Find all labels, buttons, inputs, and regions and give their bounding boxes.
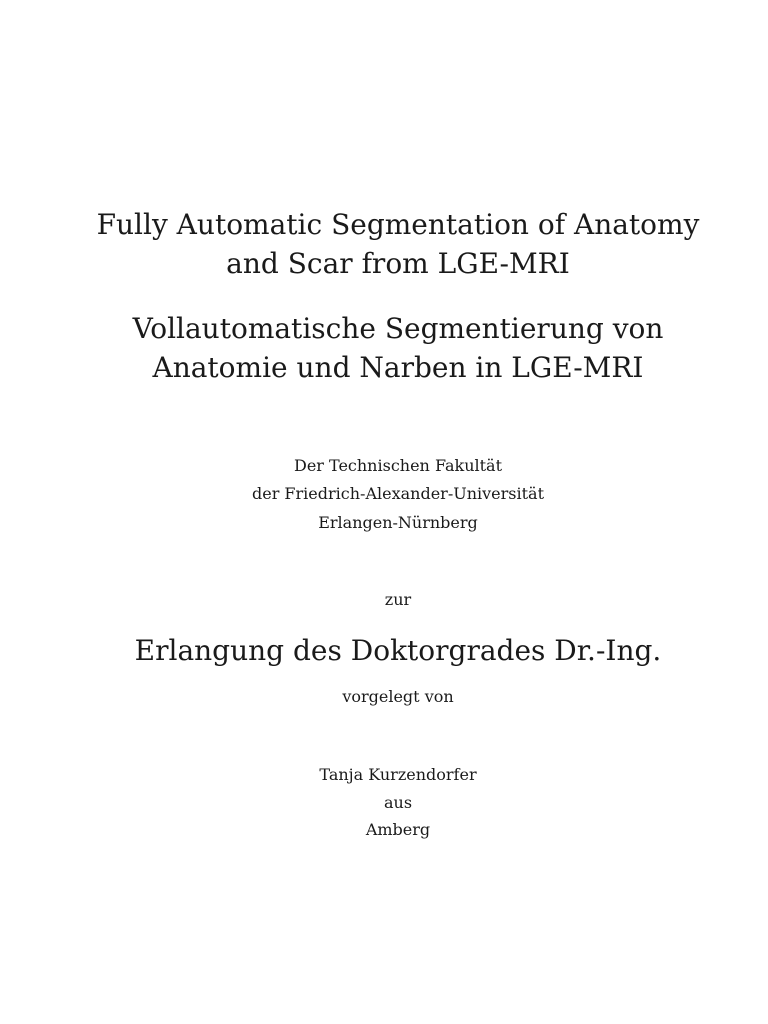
zur-text: zur — [384, 590, 412, 609]
faculty-line-2: der Friedrich-Alexander-Universität — [251, 484, 545, 503]
aus-text: aus — [383, 793, 413, 812]
faculty-line-3: Erlangen-Nürnberg — [318, 513, 478, 532]
title-german-line-2: Anatomie und Narben in LGE-MRI — [152, 351, 644, 384]
author-place: Amberg — [365, 820, 431, 839]
title-english-line-1: Fully Automatic Segmentation of Anatomy — [96, 208, 700, 241]
title-german-line-1: Vollautomatische Segmentierung von — [132, 312, 664, 345]
degree-text: Erlangung des Doktorgrades Dr.-Ing. — [134, 634, 662, 667]
title-english-line-2: and Scar from LGE-MRI — [226, 247, 570, 280]
faculty-line-1: Der Technischen Fakultät — [293, 456, 503, 475]
author-name: Tanja Kurzendorfer — [319, 765, 477, 784]
vorgelegt-von-text: vorgelegt von — [342, 687, 454, 706]
